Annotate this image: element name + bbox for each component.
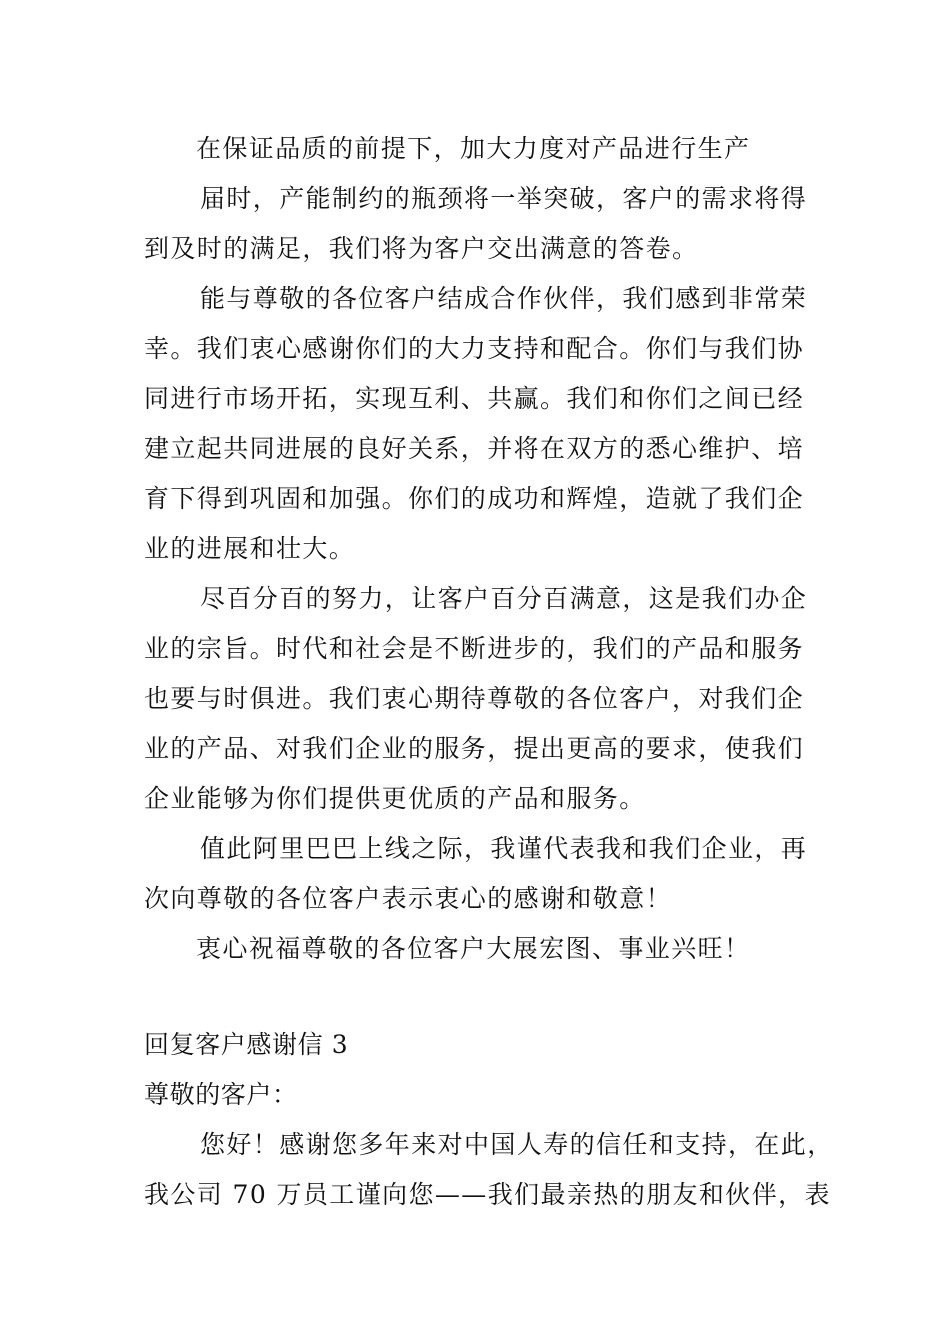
paragraph-line: 能与尊敬的各位客户结成合作伙伴，我们感到非常荣 <box>200 284 808 313</box>
paragraph-line: 次向尊敬的各位客户表示衷心的感谢和敬意！ <box>144 884 673 913</box>
paragraph-line: 幸。我们衷心感谢你们的大力支持和配合。你们与我们协 <box>144 334 805 363</box>
paragraph-line: 育下得到巩固和加强。你们的成功和辉煌，造就了我们企 <box>144 484 805 513</box>
paragraph-line: 衷心祝福尊敬的各位客户大展宏图、事业兴旺！ <box>196 934 751 963</box>
letter-line: 我公司 70 万员工谨向您——我们最亲热的朋友和伙伴，表 <box>144 1180 831 1209</box>
paragraph-line: 业的产品、对我们企业的服务，提出更高的要求，使我们 <box>144 734 805 763</box>
section-heading: 回复客户感谢信 3 <box>144 1030 349 1059</box>
paragraph-line: 到及时的满足，我们将为客户交出满意的答卷。 <box>144 234 699 263</box>
paragraph-line: 同进行市场开拓，实现互利、共赢。我们和你们之间已经 <box>144 384 805 413</box>
paragraph-line: 届时，产能制约的瓶颈将一举突破，客户的需求将得 <box>200 184 808 213</box>
paragraph-line: 值此阿里巴巴上线之际，我谨代表我和我们企业，再 <box>200 834 808 863</box>
paragraph-line: 业的宗旨。时代和社会是不断进步的，我们的产品和服务 <box>144 634 805 663</box>
paragraph-line: 企业能够为你们提供更优质的产品和服务。 <box>144 784 646 813</box>
paragraph-line: 在保证品质的前提下，加大力度对产品进行生产 <box>196 134 751 163</box>
paragraph-line: 也要与时俱进。我们衷心期待尊敬的各位客户，对我们企 <box>144 684 805 713</box>
paragraph-line: 尽百分百的努力，让客户百分百满意，这是我们办企 <box>200 584 808 613</box>
paragraph-line: 建立起共同进展的良好关系，并将在双方的悉心维护、培 <box>144 434 805 463</box>
letter-line: 您好！感谢您多年来对中国人寿的信任和支持，在此， <box>200 1130 834 1159</box>
letter-salutation: 尊敬的客户： <box>144 1080 298 1109</box>
paragraph-line: 业的进展和壮大。 <box>144 534 356 563</box>
